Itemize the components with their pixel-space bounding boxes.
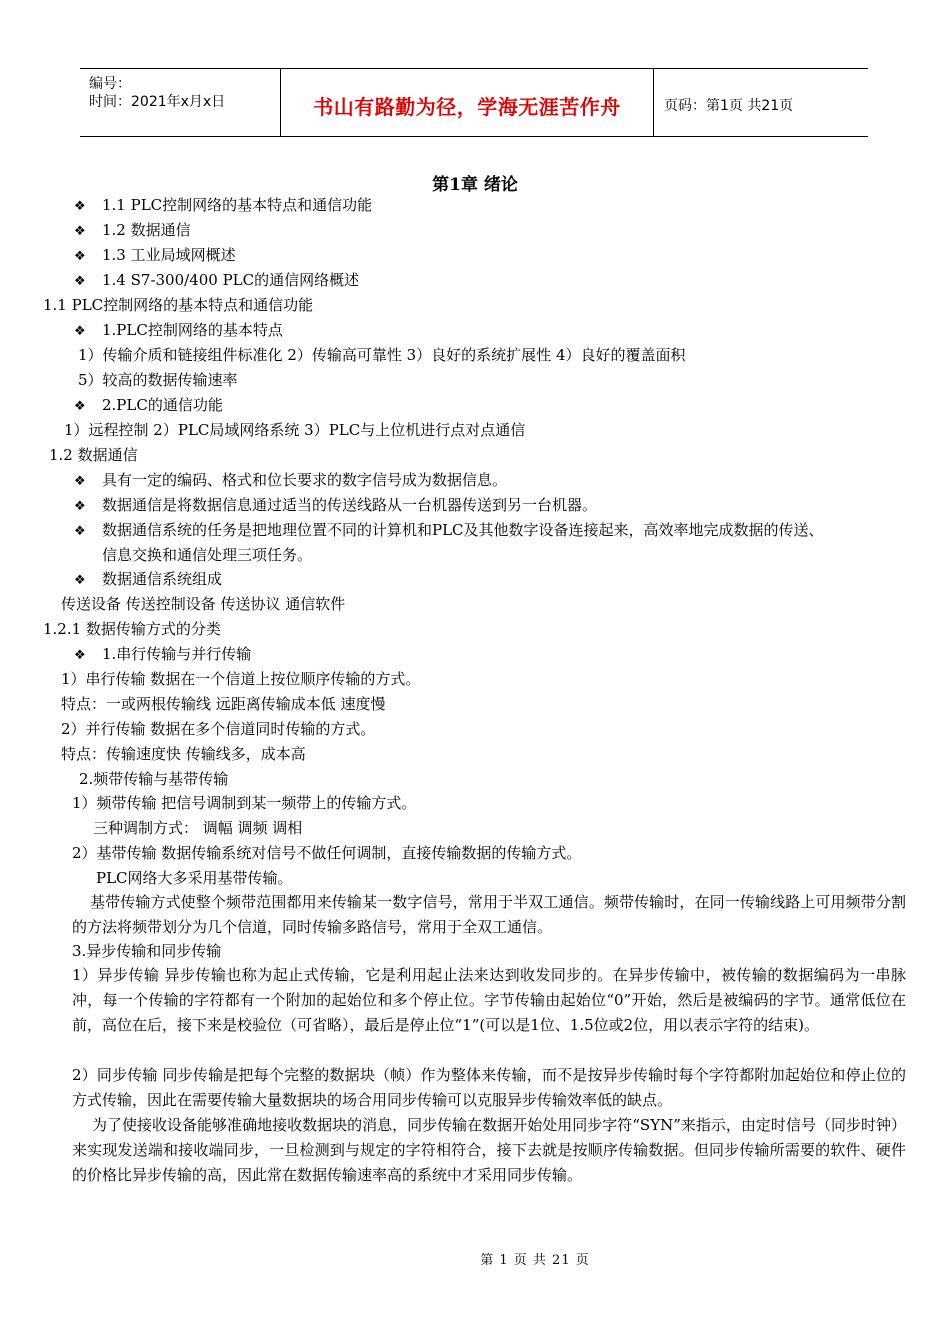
bullet-diamond-icon: ❖ [74, 324, 86, 339]
bullet-item: ❖ 数据通信系统的任务是把地理位置不同的计算机和PLC及其他数字设备连接起来，高效率地完成数据的传送、 [74, 520, 824, 542]
text-line: 1）串行传输 数据在一个信道上按位顺序传输的方式。 [61, 670, 421, 688]
bullet-item: ❖ 数据通信系统组成 [74, 569, 222, 591]
bullet-item: ❖ 2.PLC的通信功能 [74, 395, 223, 417]
bullet-diamond-icon: ❖ [74, 399, 86, 414]
text-line: 2）并行传输 数据在多个信道同时传输的方式。 [61, 720, 376, 738]
bullet-diamond-icon: ❖ [74, 249, 86, 264]
text-line: 2）基带传输 数据传输系统对信号不做任何调制，直接传输数据的传输方式。 [72, 844, 582, 862]
text-line: 三种调制方式： 调幅 调频 调相 [93, 819, 303, 837]
bullet-item: ❖ 数据通信是将数据信息通过适当的传送线路从一台机器传送到另一台机器。 [74, 495, 597, 517]
text-line: 特点：一或两根传输线 远距离传输成本低 速度慢 [61, 695, 386, 713]
text-line: 1）远程控制 2）PLC局域网络系统 3）PLC与上位机进行点对点通信 [64, 421, 526, 439]
paragraph: 基带传输方式使整个频带范围都用来传输某一数字信号，常用于半双工通信。频带传输时，在同一传输线路上可用频带分割的方法将频带划分为几个信道，同时传输多路信号，常用于全双工通信。 [72, 893, 906, 936]
text-line: 3.异步传输和同步传输 [72, 942, 222, 960]
text-line: 1）传输介质和链接组件标准化 2）传输高可靠性 3）良好的系统扩展性 4）良好的覆盖面积 [78, 346, 686, 364]
page-info: 页码：第1页 共21页 [664, 98, 794, 114]
paragraph: 2）同步传输 同步传输是把每个完整的数据块（帧）作为整体来传输，而不是按异步传输时每个字符都附加起始位和停止位的方式传输，因此在需要传输大量数据块的场合用同步传输可以克服异步传输效率低的缺点。 [72, 1066, 906, 1109]
section-heading: 1.1 PLC控制网络的基本特点和通信功能 [43, 296, 314, 314]
text-line: 信息交换和通信处理三项任务。 [102, 546, 313, 564]
toc-item: ❖ 1.2 数据通信 [74, 220, 191, 242]
bullet-diamond-icon: ❖ [74, 524, 86, 539]
bullet-item: ❖ 具有一定的编码、格式和位长要求的数字信号成为数据信息。 [74, 470, 507, 492]
text-line: PLC网络大多采用基带传输。 [96, 869, 293, 887]
text-line: 特点：传输速度快 传输线多，成本高 [61, 745, 306, 763]
bullet-diamond-icon: ❖ [74, 499, 86, 514]
text-line: 传送设备 传送控制设备 传送协议 通信软件 [61, 595, 346, 613]
bullet-diamond-icon: ❖ [74, 474, 86, 489]
text-line: 5）较高的数据传输速率 [78, 371, 238, 389]
toc-item: ❖ 1.3 工业局域网概述 [74, 245, 236, 267]
bullet-diamond-icon: ❖ [74, 274, 86, 289]
bullet-diamond-icon: ❖ [74, 648, 86, 663]
page-footer: 第 1 页 共 21 页 [480, 1253, 590, 1268]
text-line: 2.频带传输与基带传输 [79, 770, 229, 788]
document-date-label: 时间：2021年x月x日 [89, 94, 226, 110]
paragraph: 为了使接收设备能够准确地接收数据块的消息，同步传输在数据开始处用同步字符“SYN”来指示，由定时信号（同步时钟）来实现发送端和接收端同步，一旦检测到与规定的字符相符合，接下去就是按顺序传输数据。但同步传输所需要的软件、硬件的价格比异步传输的高，因此常在数据传输速率高的系统中才采用同步传输。 [72, 1116, 906, 1184]
document-number-label: 编号： [89, 76, 131, 92]
toc-item: ❖ 1.1 PLC控制网络的基本特点和通信功能 [74, 195, 372, 217]
section-heading: 1.2 数据通信 [49, 446, 138, 464]
text-line: 1）频带传输 把信号调制到某一频带上的传输方式。 [72, 794, 417, 812]
bullet-item: ❖ 1.PLC控制网络的基本特点 [74, 320, 283, 342]
bullet-diamond-icon: ❖ [74, 199, 86, 214]
header-table [80, 68, 868, 137]
header-motto-cell [281, 69, 654, 136]
header-left-cell [80, 69, 281, 136]
bullet-diamond-icon: ❖ [74, 224, 86, 239]
section-heading: 1.2.1 数据传输方式的分类 [43, 620, 221, 638]
bullet-item: ❖ 1.串行传输与并行传输 [74, 644, 251, 666]
paragraph: 1）异步传输 异步传输也称为起止式传输，它是利用起止法来达到收发同步的。在异步传输中，被传输的数据编码为一串脉冲，每一个传输的字符都有一个附加的起始位和多个停止位。字节传输由起始位“0”开始，然后是被编码的字节。通常低位在前，高位在后，接下来是校验位（可省略），最后是停止位“1”(可以是1位、1.5位或2位，用以表示字符的结束)。 [72, 966, 906, 1034]
header-page-cell [654, 69, 868, 136]
toc-item: ❖ 1.4 S7-300/400 PLC的通信网络概述 [74, 270, 359, 292]
motto-text: 书山有路勤为径，学海无涯苦作舟 [313, 95, 621, 119]
bullet-diamond-icon: ❖ [74, 573, 86, 588]
chapter-title: 第1章 绪论 [432, 175, 518, 195]
